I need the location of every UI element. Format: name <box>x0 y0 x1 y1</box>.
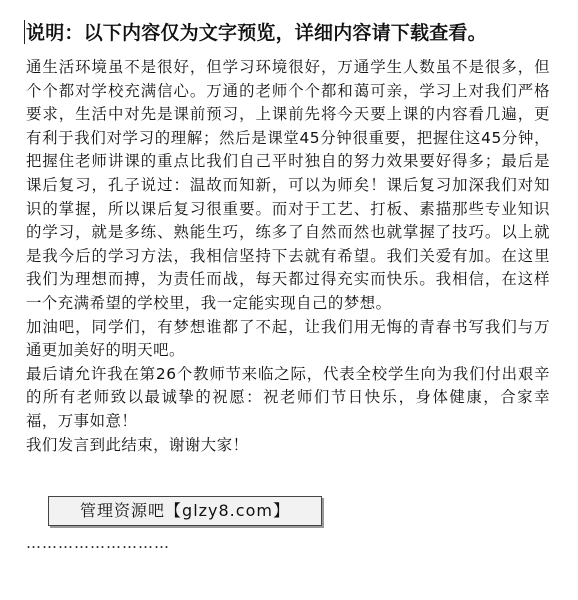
site-watermark-badge: 管理资源吧【glzy8.com】 <box>48 496 322 526</box>
continuation-dots: ……………………… <box>26 534 170 552</box>
paragraph-1: 通生活环境虽不是很好，但学习环境很好，万通学生人数虽不是很多，但个个都对学校充满信心。万通的老师个个都和蔼可亲，学习上对我们严格要求，生活中对先是课前预习，上课前先将今天要上课的内容看几遍，更有利于我们对学习的理解；然后是课堂45分钟很重要，把握住这45分钟，把握住老师讲课的重点比我们自己平时独自的努力效果要好得多；最后是课后复习，孔子说过：温故而知新，可以为师矣！课后复习加深我们对知识的掌握，所以课后复习很重要。而对于工艺、打板、素描那些专业知识的学习，就是多练、熟能生巧，练多了自然而然也就掌握了技巧。以上就是我今后的学习方法，我相信坚持下去就有希望。我们关爱有加。在这里我们为理想而搏，为责任而战，每天都过得充实而快乐。我相信，在这样一个充满希望的学校里，我一定能实现自己的梦想。 <box>26 58 550 312</box>
paragraph-3: 最后请允许我在第26个教师节来临之际，代表全校学生向为我们付出艰辛的所有老师致以最诚挚的祝愿：祝老师们节日快乐，身体健康，合家幸福，万事如意！ <box>26 364 550 430</box>
paragraph-4: 我们发言到此结束，谢谢大家！ <box>26 435 249 454</box>
text-cursor <box>24 20 25 44</box>
paragraph-2: 加油吧，同学们，有梦想谁都了不起，让我们用无悔的青春书写我们与万通更加美好的明天吧。 <box>26 317 550 360</box>
preview-notice: 说明：以下内容仅为文字预览，详细内容请下载查看。 <box>26 22 487 44</box>
document-body <box>26 56 550 457</box>
